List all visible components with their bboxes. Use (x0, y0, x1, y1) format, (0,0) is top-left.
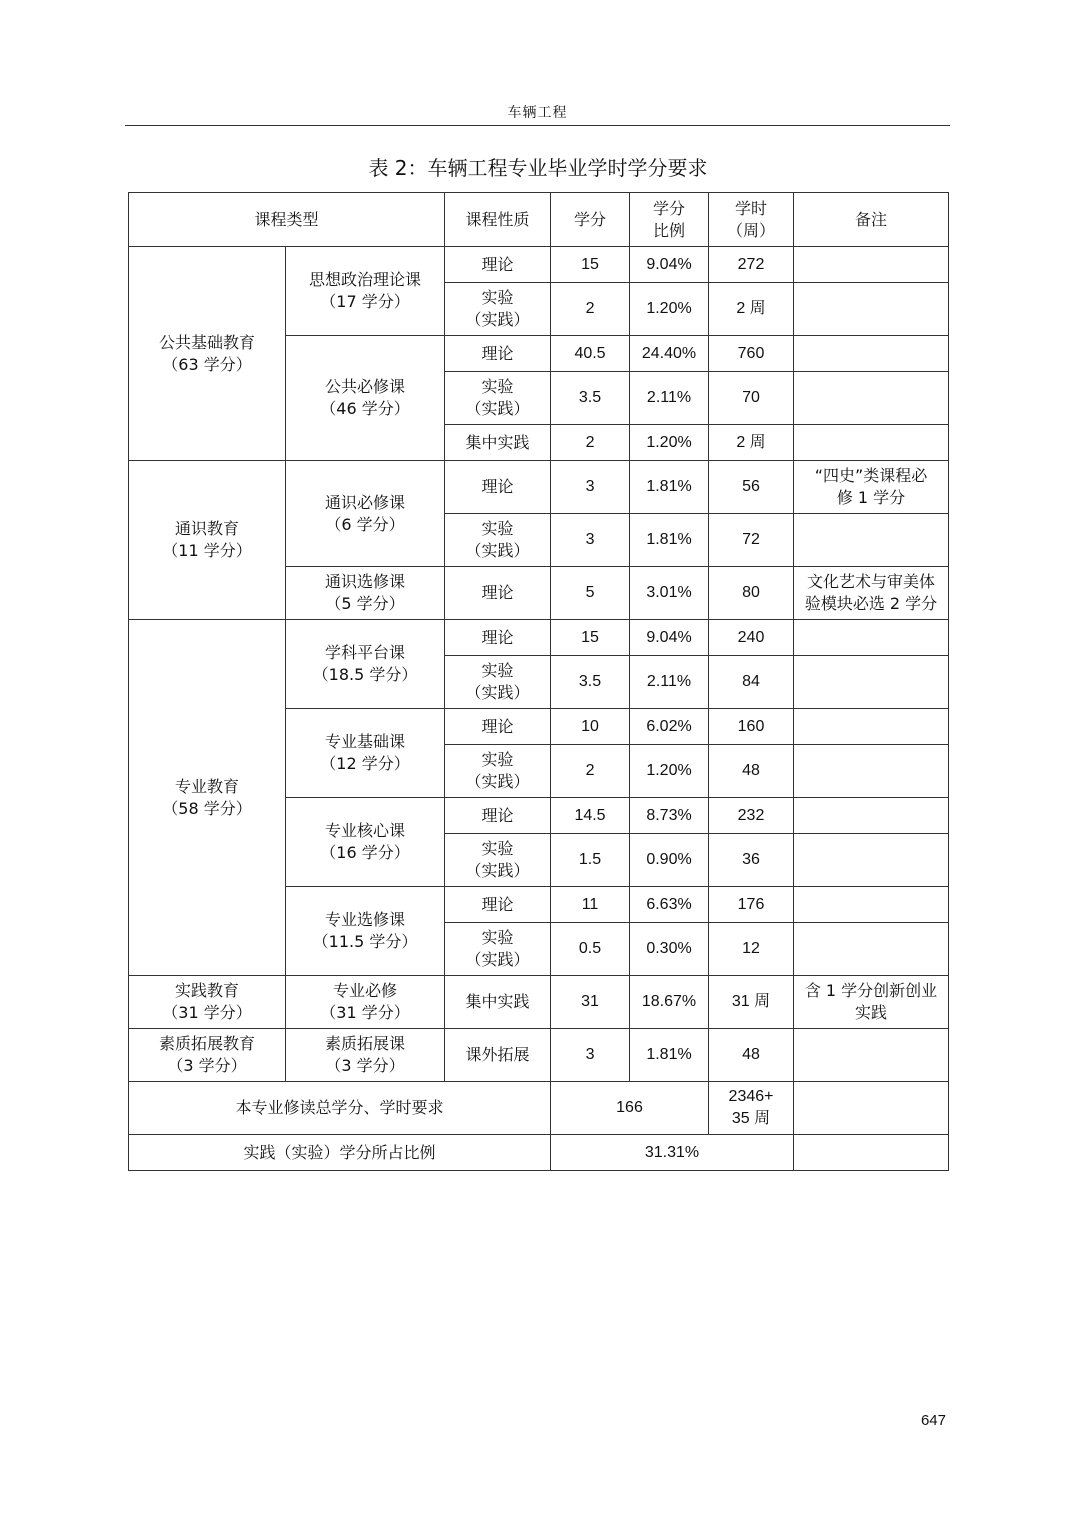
credits-value: 2 (551, 745, 630, 798)
ratio-value: 3.01% (630, 567, 709, 620)
table-title: 表 2：车辆工程专业毕业学时学分要求 (368, 156, 708, 180)
ratio-value: 9.04% (630, 620, 709, 656)
course-nature-line: 理论 (481, 805, 514, 825)
course-nature (445, 425, 551, 461)
course-nature-line: （实践） (465, 541, 530, 560)
remark-cell (794, 514, 949, 567)
course-subcategory-line: （11.5 学分） (312, 932, 418, 951)
remark-cell (794, 834, 949, 887)
course-nature-line: 课外拓展 (465, 1045, 530, 1064)
course-nature (445, 514, 551, 567)
course-subcategory (286, 1029, 445, 1082)
course-category-line: 素质拓展教育 (158, 1034, 255, 1053)
course-nature (445, 620, 551, 656)
course-subcategory (286, 709, 445, 798)
hours-value (709, 709, 794, 745)
ratio-value: 24.40% (630, 336, 709, 372)
course-nature (445, 567, 551, 620)
course-subcategory (286, 567, 445, 620)
course-nature (445, 656, 551, 709)
hours-value-line: 36 (742, 851, 760, 868)
course-subcategory-line: 公共必修课 (325, 377, 406, 396)
ratio-value: 1.20% (630, 425, 709, 461)
course-subcategory-line: 素质拓展课 (325, 1034, 406, 1053)
hours-value-line: 2 周 (736, 300, 766, 317)
course-nature (445, 709, 551, 745)
page-number: 647 (920, 1412, 946, 1429)
table-row (129, 1029, 949, 1082)
ratio-value: 6.02% (630, 709, 709, 745)
credit-requirements-table (128, 192, 949, 1171)
course-subcategory-line: （16 学分） (320, 843, 410, 862)
table-row (129, 620, 949, 656)
credits-value: 2 (551, 425, 630, 461)
course-nature (445, 745, 551, 798)
hours-value-line: 160 (737, 717, 765, 735)
remark-cell-line: 验模块必选 2 学分 (804, 594, 938, 613)
running-header: 车辆工程 (507, 105, 568, 121)
totals-credits: 166 (551, 1082, 709, 1135)
hours-value (709, 798, 794, 834)
credits-value: 40.5 (551, 336, 630, 372)
ratio-value: 1.20% (630, 745, 709, 798)
course-category (129, 976, 286, 1029)
totals-row (129, 1082, 949, 1135)
course-nature-line: （实践） (465, 683, 530, 702)
remark-cell (794, 372, 949, 425)
remark-cell (794, 923, 949, 976)
credits-value: 11 (551, 887, 630, 923)
course-subcategory-line: 通识选修课 (325, 572, 406, 591)
totals-remark (794, 1082, 949, 1135)
course-subcategory (286, 798, 445, 887)
hours-value (709, 923, 794, 976)
header-hours-line: 学时 (735, 198, 768, 218)
course-subcategory-line: 专业必修 (333, 981, 398, 1000)
hours-value (709, 745, 794, 798)
header-hours (709, 193, 794, 247)
course-category-line: 实践教育 (174, 981, 239, 1000)
course-category-line: 公共基础教育 (158, 332, 255, 352)
course-nature (445, 798, 551, 834)
course-nature-line: 理论 (481, 627, 514, 647)
ratio-value: 1.81% (630, 461, 709, 514)
remark-cell (794, 283, 949, 336)
header-row (129, 193, 949, 247)
hours-value-line: 48 (742, 762, 760, 779)
course-subcategory-line: 专业选修课 (325, 910, 406, 929)
practice-ratio-label: 实践（实验）学分所占比例 (129, 1135, 551, 1171)
hours-value (709, 336, 794, 372)
hours-value-line: 72 (742, 531, 760, 548)
course-subcategory-line: （5 学分） (325, 594, 405, 613)
course-subcategory (286, 247, 445, 336)
course-nature-line: 集中实践 (465, 992, 530, 1011)
hours-value-line: 56 (742, 478, 760, 495)
totals-hours-line: 35 周 (731, 1110, 771, 1127)
hours-value (709, 620, 794, 656)
hours-value (709, 372, 794, 425)
course-nature-line: 实验 (481, 750, 514, 769)
course-nature (445, 976, 551, 1029)
hours-value-line: 240 (737, 628, 765, 646)
hours-value (709, 567, 794, 620)
course-nature-line: 实验 (481, 519, 514, 538)
hours-value-line: 176 (737, 895, 765, 913)
hours-value (709, 976, 794, 1029)
ratio-value: 0.90% (630, 834, 709, 887)
credits-value: 15 (551, 620, 630, 656)
credits-value: 0.5 (551, 923, 630, 976)
course-nature-line: 理论 (481, 343, 514, 363)
remark-cell-line: 修 1 学分 (836, 488, 906, 507)
course-subcategory-line: 学科平台课 (325, 643, 406, 662)
credits-value: 3.5 (551, 372, 630, 425)
hours-value-line: 31 周 (731, 993, 771, 1010)
remark-cell (794, 336, 949, 372)
course-nature-line: 实验 (481, 377, 514, 396)
hours-value-line: 272 (737, 255, 765, 273)
course-category (129, 247, 286, 461)
ratio-value: 9.04% (630, 247, 709, 283)
course-subcategory-line: （17 学分） (320, 292, 410, 311)
ratio-value: 2.11% (630, 656, 709, 709)
header-hours-line: （周） (727, 220, 776, 240)
hours-value-line: 232 (737, 806, 765, 824)
totals-hours-line: 2346+ (728, 1088, 774, 1105)
course-subcategory-line: 专业基础课 (325, 732, 406, 751)
remark-cell-line: 文化艺术与审美体 (807, 572, 936, 591)
course-subcategory-line: （31 学分） (320, 1003, 410, 1022)
header-ratio-line: 比例 (653, 220, 686, 240)
credits-value: 3 (551, 514, 630, 567)
hours-value (709, 887, 794, 923)
course-subcategory-line: 思想政治理论课 (309, 270, 422, 289)
course-nature-line: 实验 (481, 288, 514, 307)
hours-value (709, 656, 794, 709)
remark-cell (794, 887, 949, 923)
remark-cell-line: “四史”类课程必 (814, 466, 928, 485)
remark-cell (794, 745, 949, 798)
credits-value: 3 (551, 461, 630, 514)
course-subcategory (286, 976, 445, 1029)
course-category-line: 专业教育 (174, 776, 239, 796)
course-category-line: （3 学分） (167, 1056, 247, 1075)
course-category (129, 461, 286, 620)
totals-label: 本专业修读总学分、学时要求 (129, 1082, 551, 1135)
hours-value (709, 834, 794, 887)
header-nature: 课程性质 (445, 193, 551, 247)
remark-cell (794, 656, 949, 709)
remark-cell-line: 含 1 学分创新创业 (804, 981, 938, 1000)
course-nature (445, 247, 551, 283)
hours-value-line: 760 (737, 344, 765, 362)
hours-value (709, 514, 794, 567)
credits-value: 3.5 (551, 656, 630, 709)
remark-cell (794, 461, 949, 514)
course-subcategory-line: 专业核心课 (325, 821, 406, 840)
course-nature (445, 1029, 551, 1082)
practice-ratio-value: 31.31% (551, 1135, 794, 1171)
course-nature-line: 理论 (481, 254, 514, 274)
course-nature-line: （实践） (465, 772, 530, 791)
hours-value-line: 80 (742, 584, 760, 601)
course-category-line: （63 学分） (162, 354, 252, 374)
credits-value: 1.5 (551, 834, 630, 887)
hours-value (709, 247, 794, 283)
table-row (129, 976, 949, 1029)
course-nature (445, 283, 551, 336)
course-nature-line: （实践） (465, 399, 530, 418)
credits-value: 2 (551, 283, 630, 336)
course-nature (445, 923, 551, 976)
remark-cell (794, 567, 949, 620)
practice-ratio-row (129, 1135, 949, 1171)
course-nature-line: 集中实践 (465, 432, 530, 452)
course-nature (445, 887, 551, 923)
hours-value-line: 84 (742, 673, 760, 690)
course-subcategory (286, 336, 445, 461)
course-category-line: 通识教育 (174, 519, 239, 538)
course-nature-line: 实验 (481, 928, 514, 947)
course-subcategory (286, 620, 445, 709)
remark-cell (794, 425, 949, 461)
remark-cell (794, 247, 949, 283)
ratio-value: 1.81% (630, 1029, 709, 1082)
course-category-line: （11 学分） (162, 541, 252, 560)
course-nature-line: 理论 (481, 583, 514, 602)
header-course-type: 课程类型 (129, 193, 445, 247)
header-rule (125, 125, 950, 126)
course-nature (445, 834, 551, 887)
course-subcategory (286, 887, 445, 976)
credits-value: 10 (551, 709, 630, 745)
remark-cell (794, 1029, 949, 1082)
ratio-value: 2.11% (630, 372, 709, 425)
course-subcategory-line: （46 学分） (320, 399, 410, 418)
course-nature-line: （实践） (465, 861, 530, 880)
course-nature-line: 实验 (481, 661, 514, 680)
credits-value: 5 (551, 567, 630, 620)
course-nature (445, 372, 551, 425)
ratio-value: 1.81% (630, 514, 709, 567)
ratio-value: 18.67% (630, 976, 709, 1029)
header-ratio (630, 193, 709, 247)
credits-value: 15 (551, 247, 630, 283)
hours-value (709, 461, 794, 514)
course-subcategory (286, 461, 445, 567)
course-category-line: （58 学分） (162, 798, 252, 818)
practice-ratio-remark (794, 1135, 949, 1171)
ratio-value: 0.30% (630, 923, 709, 976)
ratio-value: 6.63% (630, 887, 709, 923)
remark-cell (794, 620, 949, 656)
course-subcategory-line: （3 学分） (325, 1056, 405, 1075)
hours-value-line: 12 (742, 940, 760, 957)
course-nature-line: 理论 (481, 894, 514, 914)
course-nature (445, 336, 551, 372)
ratio-value: 8.73% (630, 798, 709, 834)
header-credits: 学分 (551, 193, 630, 247)
hours-value (709, 283, 794, 336)
course-subcategory-line: （6 学分） (325, 514, 405, 534)
course-nature-line: 实验 (481, 839, 514, 858)
remark-cell (794, 798, 949, 834)
totals-hours (709, 1082, 794, 1135)
course-subcategory-line: （18.5 学分） (312, 665, 418, 684)
hours-value-line: 70 (742, 389, 760, 406)
course-nature-line: （实践） (465, 310, 530, 329)
course-subcategory-line: （12 学分） (320, 754, 410, 773)
course-category (129, 1029, 286, 1082)
course-nature-line: 理论 (481, 477, 514, 496)
course-nature-line: （实践） (465, 950, 530, 969)
course-category (129, 620, 286, 976)
remark-cell (794, 709, 949, 745)
header-remarks: 备注 (794, 193, 949, 247)
table-row (129, 247, 949, 283)
remark-cell-line: 实践 (855, 1003, 888, 1022)
course-subcategory-line: 通识必修课 (325, 492, 406, 512)
hours-value-line: 2 周 (736, 433, 766, 451)
credits-value: 3 (551, 1029, 630, 1082)
credits-value: 14.5 (551, 798, 630, 834)
table-row (129, 461, 949, 514)
ratio-value: 1.20% (630, 283, 709, 336)
header-ratio-line: 学分 (653, 198, 686, 218)
credits-value: 31 (551, 976, 630, 1029)
course-category-line: （31 学分） (162, 1003, 252, 1022)
remark-cell (794, 976, 949, 1029)
course-nature (445, 461, 551, 514)
hours-value-line: 48 (742, 1046, 760, 1063)
hours-value (709, 1029, 794, 1082)
course-nature-line: 理论 (481, 716, 514, 736)
hours-value (709, 425, 794, 461)
